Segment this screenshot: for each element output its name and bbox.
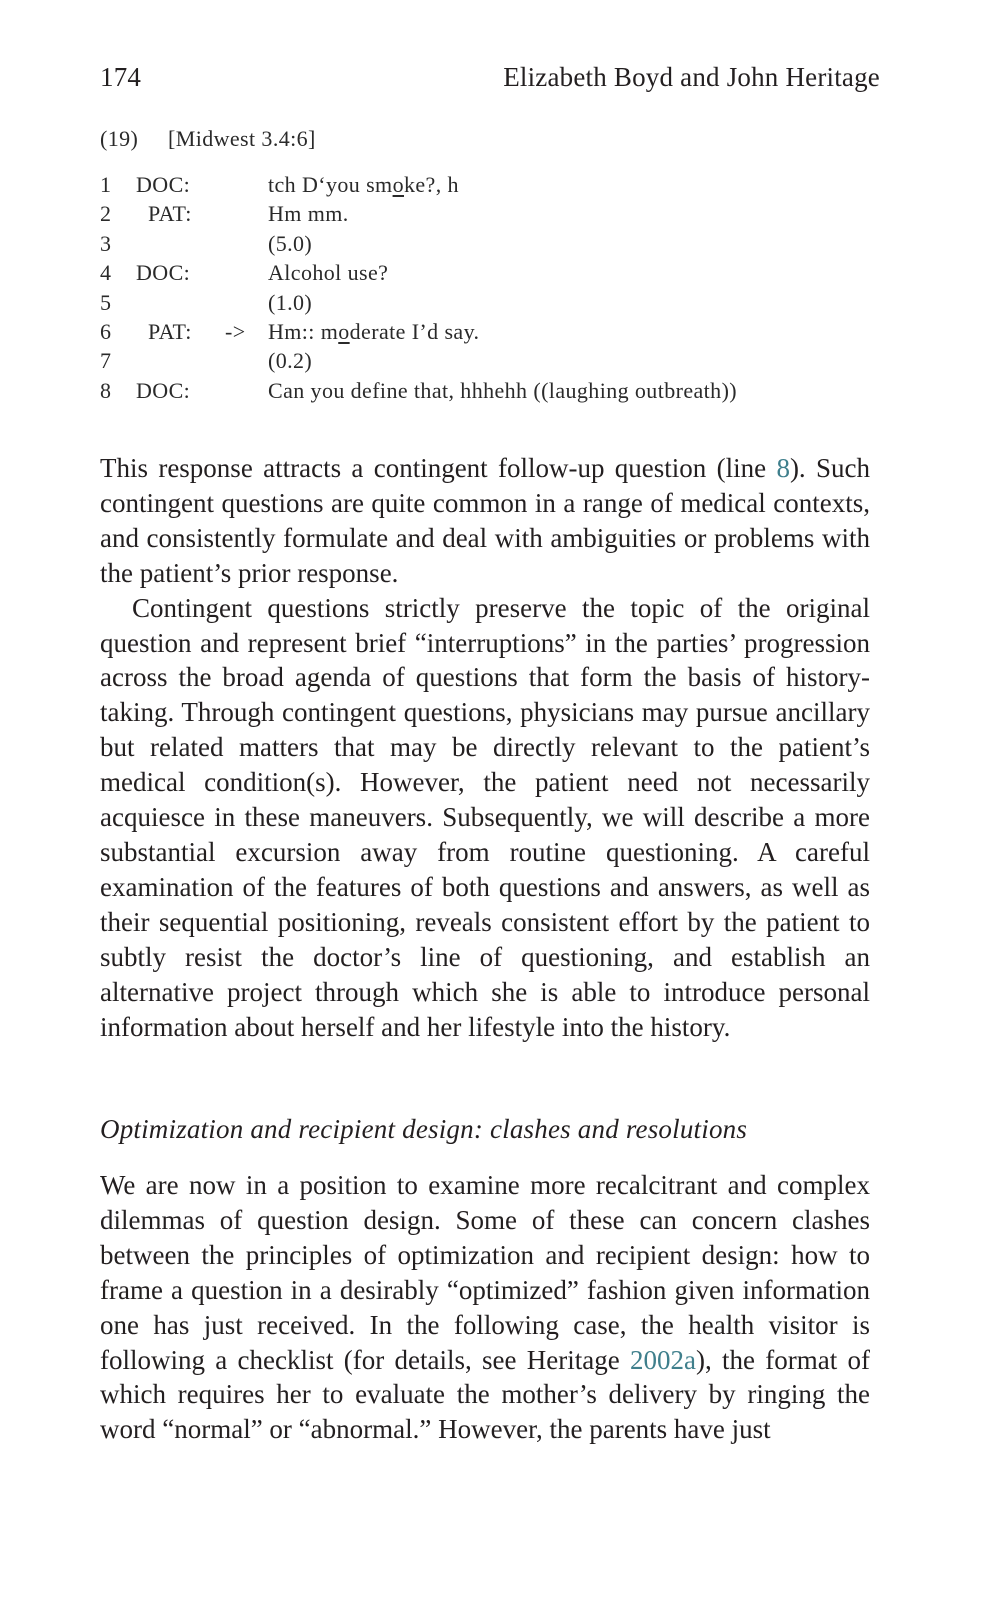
line-number: 2: [100, 201, 112, 227]
transcript-line: [100, 172, 900, 201]
paragraph-3-text-a: We are now in a position to examine more recalcitrant and complex dilemmas of question design. Some of these can concern clashes between the principles of optimization and recipient design: how to frame a question in a desirably “optimized” fashion given information one has just received. In the following case, the health visitor is following a checklist (for details, see Heritage: [100, 1170, 870, 1375]
example-title: [100, 126, 316, 152]
transcript-line: [100, 378, 900, 407]
citation-link[interactable]: 2002a: [630, 1344, 696, 1375]
utterance: [268, 378, 737, 404]
utterance-text: (5.0): [268, 230, 313, 256]
line-number: 3: [100, 230, 112, 256]
utterance-text: tch D‘you sm: [268, 172, 393, 197]
utterance-text: Hm:: m: [268, 318, 339, 344]
transcript-line: [100, 319, 900, 348]
utterance: [268, 231, 312, 257]
line-number: 5: [100, 289, 112, 315]
speaker-label: DOC:: [136, 172, 191, 197]
transcript-line: [100, 231, 900, 260]
focus-arrow: ->: [225, 318, 246, 344]
line-number: 4: [100, 260, 112, 286]
transcript-line: [100, 290, 900, 319]
speaker-label: DOC:: [136, 377, 191, 403]
section-heading: Optimization and recipient design: clashes and resolutions: [100, 1114, 748, 1144]
paragraph-1-text-a: This response attracts a contingent follow-up question (line: [100, 453, 777, 483]
utterance-text: Can you define that, hhhehh ((laughing outbreath)): [268, 377, 738, 403]
utterance: [268, 201, 349, 227]
example-number: (19): [100, 126, 139, 151]
utterance-text-rest: ke?, h: [403, 172, 459, 197]
utterance: [268, 348, 312, 374]
paragraph-3: [100, 1168, 870, 1447]
line-number: 7: [100, 348, 112, 374]
utterance: [268, 319, 479, 345]
speaker-label: DOC:: [136, 260, 191, 286]
transcript: [100, 172, 900, 407]
speaker-label: PAT:: [148, 318, 192, 344]
utterance: [268, 290, 312, 316]
line-number: 6: [100, 318, 112, 344]
line-number: 1: [100, 172, 112, 197]
paragraph-3-text-b: ), the format of which requires her to evaluate the mother’s delivery by ringing the word “normal” or “abnormal.” However, the parents have just: [100, 1344, 870, 1445]
line-reference-link[interactable]: 8: [776, 453, 790, 483]
speaker-label: PAT:: [148, 201, 192, 227]
transcript-line: [100, 348, 900, 377]
example-source: [Midwest 3.4:6]: [168, 126, 316, 151]
page-number: 174: [100, 62, 142, 92]
transcript-line: [100, 260, 900, 289]
utterance-text: (0.2): [268, 348, 313, 374]
running-header: [100, 62, 880, 93]
paragraph-1-text-b: ). Such contingent questions are quite common in a range of medical contexts, and consistently formulate and deal with ambiguities or problems with the patient’s prior response.: [100, 453, 871, 588]
utterance: [268, 260, 388, 286]
line-number: 8: [100, 377, 112, 403]
utterance: [268, 172, 459, 198]
utterance-text: Hm mm.: [268, 201, 349, 227]
utterance-text: (1.0): [268, 289, 313, 315]
utterance-text: Alcohol use?: [268, 260, 389, 286]
paragraph-1: [100, 451, 870, 1044]
stressed-syllable: o: [392, 172, 404, 197]
paragraph-2: Contingent questions strictly preserve the topic of the original question and represent brief “interruptions” in the parties’ progression across the broad agenda of questions that form the basis of history-taking. Through contingent questions, physicians may pursue ancillary but related matters that may be directly relevant to the patient’s medical condition(s). However, the patient need not necessarily acquiesce in these maneuvers. Subsequently, we will describe a more substantial excursion away from routine questioning. A careful examination of the features of both questions and answers, as well as their sequential positioning, reveals consistent effort by the patient to subtly resist the doctor’s line of questioning, and establish an alternative project through which she is able to introduce personal information about herself and her lifestyle into the history.: [100, 592, 870, 1042]
utterance-text-rest: derate I’d say.: [349, 318, 480, 344]
stressed-syllable: o: [338, 318, 350, 344]
running-title: Elizabeth Boyd and John Heritage: [503, 62, 880, 92]
transcript-line: [100, 201, 900, 230]
